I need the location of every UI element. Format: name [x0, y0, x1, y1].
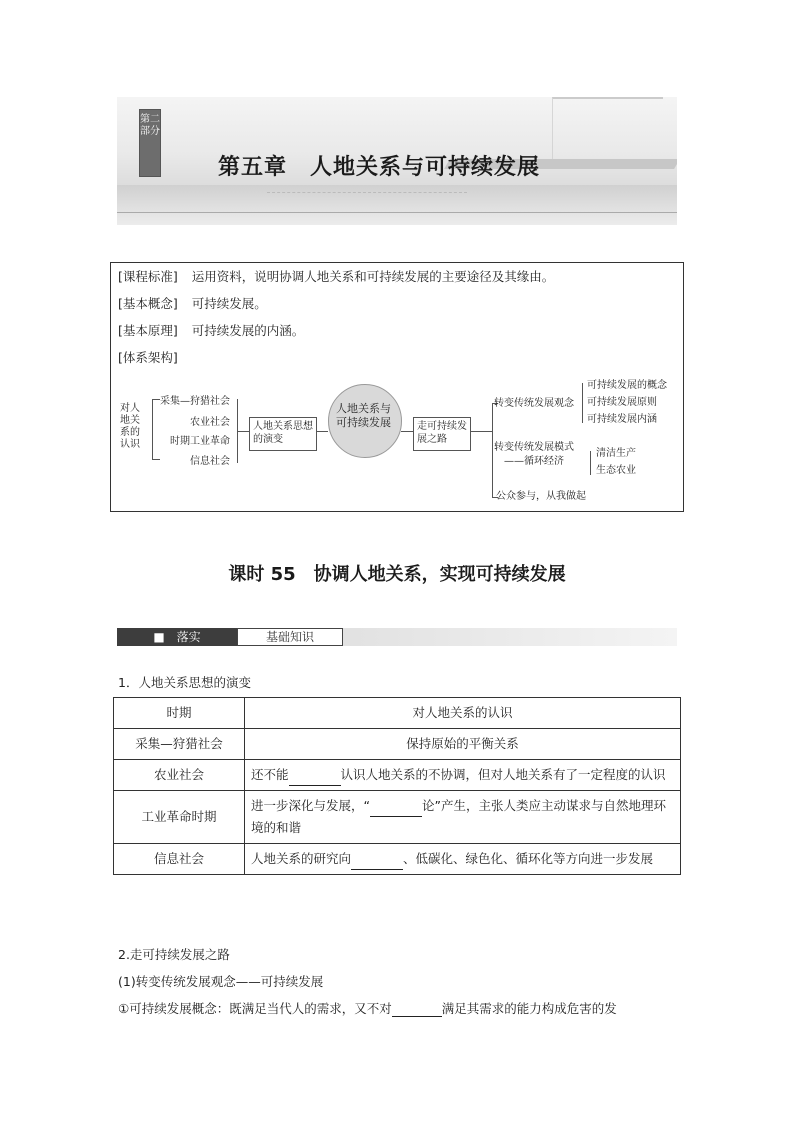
- branch2-line1: 转变传统发展模式: [494, 442, 574, 453]
- part1-heading: 1．人地关系思想的演变: [118, 675, 251, 690]
- recognition-cell: [245, 760, 681, 791]
- connector: [237, 431, 249, 432]
- recognition-text: 保持原始的平衡关系: [406, 736, 519, 751]
- framework-label: [体系架构]: [118, 350, 178, 365]
- table-header: 时期: [114, 698, 245, 729]
- concept-label: [基本概念]: [118, 296, 178, 311]
- recognition-text: 还不能: [251, 767, 289, 782]
- fill-blank[interactable]: [351, 855, 403, 870]
- principle-label: [基本原理]: [118, 323, 178, 338]
- recognition-cell: [245, 791, 681, 844]
- table-header: 对人地关系的认识: [245, 698, 681, 729]
- branch1-text: 转变传统发展观念: [494, 398, 574, 409]
- table-row: [114, 729, 681, 760]
- concept-text: 可持续发展。: [191, 296, 267, 311]
- grass-decoration: [267, 192, 467, 223]
- path-bracket: [492, 403, 493, 497]
- era-item: 采集—狩猎社会: [160, 396, 230, 407]
- item-text: 满足其需求的能力构成危害的发: [441, 1001, 617, 1016]
- era-item: 农业社会: [190, 417, 230, 428]
- recognition-text: 进一步深化与发展，“: [251, 798, 370, 813]
- part-tag: 第二部分: [139, 109, 161, 177]
- recognition-cell: [245, 844, 681, 875]
- principle-row: [118, 321, 304, 339]
- branch2-line2: ——循环经济: [504, 456, 564, 467]
- evolution-text: 人地关系思想的演变: [253, 421, 313, 445]
- lesson-title: 课时 55 协调人地关系，实现可持续发展: [228, 564, 566, 585]
- standard-text: 运用资料，说明协调人地关系和可持续发展的主要途径及其缘由。: [191, 269, 555, 284]
- section-light-label: 基础知识: [237, 628, 343, 646]
- section-dark-label: ■ 落实: [117, 628, 237, 646]
- concept-row: [118, 294, 267, 312]
- fill-blank[interactable]: [370, 802, 422, 817]
- connector: [470, 431, 492, 432]
- connector: [401, 431, 413, 432]
- item-text: ①可持续发展概念：既满足当代人的需求，又不对: [118, 1001, 392, 1016]
- period-cell: 农业社会: [114, 760, 245, 791]
- table-row: [114, 844, 681, 875]
- banner-divider: [117, 212, 677, 213]
- diagram-root: 对人地关系的认识: [120, 403, 140, 450]
- recognition-text: 人地关系的研究向: [251, 851, 352, 866]
- branch1-item: 可持续发展内涵: [587, 414, 657, 425]
- path-text: 走可持续发展之路: [417, 421, 467, 445]
- branch1-bracket: [582, 383, 583, 423]
- era-item: 时期工业革命: [170, 436, 230, 447]
- center-text: 人地关系与可持续发展: [336, 402, 391, 429]
- period-cell: 采集—狩猎社会: [114, 729, 245, 760]
- branch2-item: 清洁生产: [596, 448, 636, 459]
- recognition-text: 、低碳化、绿色化、循环化等方向进一步发展: [403, 851, 654, 866]
- part2-subheading: (1)转变传统发展观念——可持续发展: [118, 974, 324, 989]
- principle-text: 可持续发展的内涵。: [191, 323, 305, 338]
- period-cell: 信息社会: [114, 844, 245, 875]
- branch1-item: 可持续发展原则: [587, 397, 657, 408]
- era-item: 信息社会: [190, 456, 230, 467]
- recognition-text: 论”产生，主张人类应主动谋求与自然地理环境的和谐: [251, 798, 666, 835]
- fill-blank[interactable]: [392, 1002, 442, 1017]
- section-bar: [117, 628, 677, 646]
- fill-blank[interactable]: [289, 771, 341, 786]
- evolution-table: [113, 697, 681, 875]
- framework-diagram: [110, 375, 684, 507]
- connector: [316, 431, 328, 432]
- part2-heading: 2.走可持续发展之路: [118, 947, 230, 962]
- standard-row: [118, 267, 554, 285]
- branch2-item: 生态农业: [596, 465, 636, 476]
- recognition-text: 认识人地关系的不协调，但对人地关系有了一定程度的认识: [340, 767, 666, 782]
- bracket-tick: [152, 459, 160, 460]
- period-cell: 工业革命时期: [114, 791, 245, 844]
- branch2-bracket: [590, 451, 591, 475]
- table-row: [114, 791, 681, 844]
- standard-label: [课程标准]: [118, 269, 178, 284]
- table-row: [114, 760, 681, 791]
- root-bracket: [152, 399, 153, 459]
- chapter-title: 第五章 人地关系与可持续发展: [218, 155, 541, 180]
- part2-item: [118, 999, 617, 1017]
- branch3-text: 公众参与，从我做起: [496, 491, 586, 502]
- branch1-item: 可持续发展的概念: [587, 380, 667, 391]
- bracket-tick: [152, 399, 160, 400]
- table-header-row: [114, 698, 681, 729]
- recognition-cell: [245, 729, 681, 760]
